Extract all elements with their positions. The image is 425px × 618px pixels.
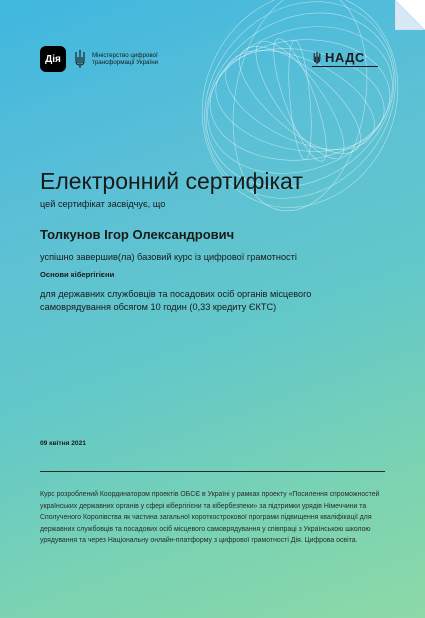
trident-icon (74, 49, 86, 69)
course-description: для державних службовців та посадових осіб органів місцевого самоврядування обсягом 10 годин (0,33 кредиту ЄКТС) (40, 289, 312, 312)
recipient-name: Толкунов Ігор Олександрович (40, 227, 235, 242)
nads-text: НАДС (325, 50, 365, 65)
issue-date: 09 квітня 2021 (40, 440, 86, 447)
certificate-subtitle: цей сертифікат засвідчує, що (40, 199, 166, 209)
divider (40, 471, 385, 472)
course-title: Основи кібергігієни (40, 270, 115, 279)
certificate-header (40, 44, 182, 74)
ministry-name: Міністерство цифрової трансформації України (92, 51, 159, 66)
completion-statement: успішно завершив(ла) базовий курс із цифрової грамотності (40, 252, 297, 262)
diia-logo: Дія (40, 46, 66, 72)
nads-logo (312, 50, 365, 65)
nads-underline (312, 66, 378, 67)
decorative-sphere-pattern (150, 0, 425, 240)
footer-note: Курс розроблений Координатором проектів ОБСЄ в Україні у рамках проекту «Посилення спроможностей українських державних органів у сфері кібергігієни та кібербезпеки» за підтримки урядів Німеччини та Сполученого Королівства як частина загальної короткострокової програми підвищення кваліфікації для державних службовців та посадових осіб місцевого самоврядування у співпраці з Українською школою урядування та через Національну онлайн-платформу з цифрової грамотності Дія. Цифрова освіта. (40, 491, 380, 544)
certificate-title: Електронний сертифікат (40, 168, 303, 194)
trident-icon (312, 51, 322, 65)
